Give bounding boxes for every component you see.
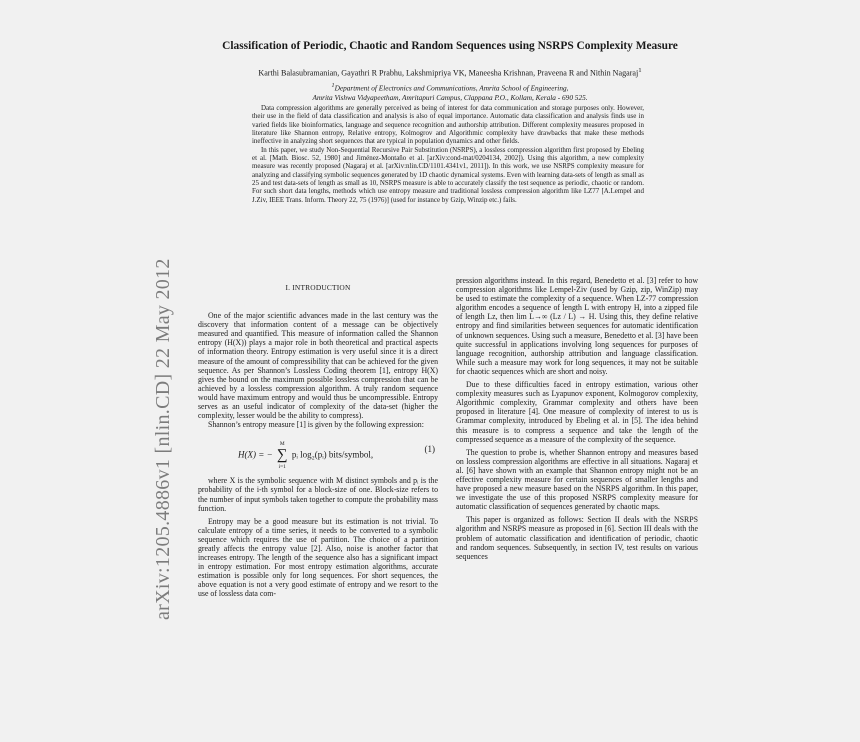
affiliation [200,82,700,102]
abstract-paragraph-2: In this paper, we study Non-Sequential Recursive Pair Substitution (NSRPS), a lossless compression algorithm first proposed by Ebeling et al. [Math. Biosc. 52, 1980] and Jiménez-Montaño et al. [arXiv:cond-mat/0204134, 2002]). Using this algorithm, a new complexity measure was recently proposed (Nagaraj et al. [arXiv:nlin.CD/1101.4341v1, 2011]). In this work, we use NSRPS complexity measure for analyzing and classifying symbolic sequences generated by 1D chaotic dynamical systems. Even with learning data-sets of length as small as 25 and test data-sets of length as small as 10, NSRPS measure is able to accurately classify the test sequence as periodic, chaotic or random. For such short data lengths, methods which use entropy measure and traditional lossless compression algorithm like LZ77 [A.Lempel and J.Ziv, IEEE Trans. Inform. Theory 22, 75 (1976)] (used for instance by Gzip, Winzip etc.) fails. [252,145,644,204]
intro-paragraph-3: where X is the symbolic sequence with M distinct symbols and pᵢ is the probability of the i-th symbol for a block-size of one. Block-size refers to the number of input symbols taken together to compute the probability mass function. [198,476,438,513]
abstract [252,104,644,204]
summation [277,440,288,471]
intro-paragraph-7: The question to probe is, whether Shannon entropy and measures based on lossless compression algorithms are effective in all situations. Nagaraj et al. [6] have shown with an example that Shannon entropy might not be an effective complexity measure for certain sequences of smaller lengths and have proposed a new measure based on the NSRPS algorithm. In this paper, we investigate the use of this proposed NSRPS complexity measure for automatic classification of sequences generated by chaotic maps. [456,447,698,512]
intro-paragraph-1: One of the major scientific advances made in the last century was the discovery that information content of a message can be objectively measured and quantified. This measure of information called the Shannon entropy (H(X)) plays a major role in both theoretical and practical aspects of information theory. Entropy estimation is very useful since it is a direct measure of the amount of compressibility that can be achieved for the given sequence. As per Shannon’s Lossless Coding theorem [1], entropy H(X) gives the bound on the maximum possible lossless compression that can be achieved by a lossless compression algorithm. A truly random sequence would have maximum entropy and would thus be uncompressible. Entropy serves as an useful indicator of complexity of the data-set (higher the complexity, lesser would be the ability to compress). [198,311,438,421]
right-column [456,276,698,561]
paper-title: Classification of Periodic, Chaotic and Random Sequences using NSRPS Complexity Measure [222,40,678,52]
intro-paragraph-6: Due to these difficulties faced in entropy estimation, various other complexity measures such as Lyapunov exponent, Kolmogorov complexity, Algorithmic complexity, Grammar complexity and others have been proposed in literature [4]. One measure of complexity of interest to us is Grammar complexity, introduced by Ebeling et al. in [5]. The idea behind this measure is to compress a sequence and take the length of the compressed sequence as a measure of the complexity of the sequence. [456,380,698,444]
left-column [198,283,438,599]
equation-rhs: pᵢ log₂(pᵢ) bits/symbol, [291,449,374,460]
author-list [200,67,700,78]
intro-paragraph-5: pression algorithms instead. In this regard, Benedetto et al. [3] refer to how compression algorithms like Lempel-Ziv (used by Gzip, zip, WinZip) may be used to estimate the complexity of a sequence. When LZ-77 compression algorithm encodes a sequence of length L with entropy H, into a zipped file of length Lz, then lim L→∞ (Lz / L) → H. Using this, they define relative entropy and find similarities between sequences for automatic identification of unknown sequences. Using such a measure, Benedetto et al. [3] have been quite successful in applications involving long sequences for purposes of language recognition, authorship attribution and language classification. While such a measure may work for long sequences, it may not be suitable for chaotic sequences which are short and noisy. [456,276,698,376]
section-heading-introduction: I. INTRODUCTION [285,283,351,292]
arxiv-identifier: arXiv:1205.4886v1 [nlin.CD] 22 May 2012 [152,258,174,620]
intro-paragraph-4: Entropy may be a good measure but its estimation is not trivial. To calculate entropy of a time series, it needs to be converted to a symbolic sequence which requires the use of partition. The choice of a partition greatly affects the entropy value [2]. Also, noise is another factor that increases entropy. The length of the sequence also has a significant impact in entropy estimation. For most entropy estimation algorithms, accurate estimation is possible only for long sequences. For short sequences, the above equation is not a very good estimate of entropy and we resort to the use of lossless data com- [198,516,438,599]
equation-body [238,440,373,471]
sum-lower-limit: i=1 [278,464,286,471]
equation-number: (1) [424,444,435,455]
abstract-paragraph-1: Data compression algorithms are generally perceived as being of interest for data communication and storage purposes only. However, their use in the field of data classification and analysis is also of equal importance. Automatic data classification and analysis finds use in varied fields like bioinformatics, language and sequence recognition and authorship attribution. Different complexity measures proposed in literature like Shannon entropy, Relative entropy, Kolmogrov and Algorithmic complexity have drawbacks that make these methods ineffective in analyzing short sequences that are typical in population dynamics and other fields. [252,104,644,146]
author-mark: 1 [638,67,642,74]
author-names: Karthi Balasubramanian, Gayathri R Prabhu, Lakshmipriya VK, Maneesha Krishnan, Praveena R and Nithin Nagaraj [258,68,639,78]
affiliation-mark: 1 [331,83,335,89]
intro-paragraph-8: This paper is organized as follows: Section II deals with the NSRPS algorithm and NSRPS measure as proposed in [6]. Section III deals with the problem of automatic classification and identification of periodic, chaotic and random sequences. Subsequently, in section IV, test results on various sequences [456,515,698,561]
affiliation-line-1: $^1$Department of Electronics and Communications, Amrita School of Engineering, [331,83,569,93]
sum-upper-limit: M [279,441,285,448]
affiliation-line-2: Amrita Vishwa Vidyapeetham, Amritapuri Campus, Clappana P.O., Kollam, Kerala - 690 525. [312,92,588,102]
sum-symbol: ∑ [276,447,288,464]
equation-1 [198,432,438,471]
intro-paragraph-2: Shannon’s entropy measure [1] is given by the following expression: [208,420,424,430]
equation-lhs: H(X) = − [238,449,273,460]
